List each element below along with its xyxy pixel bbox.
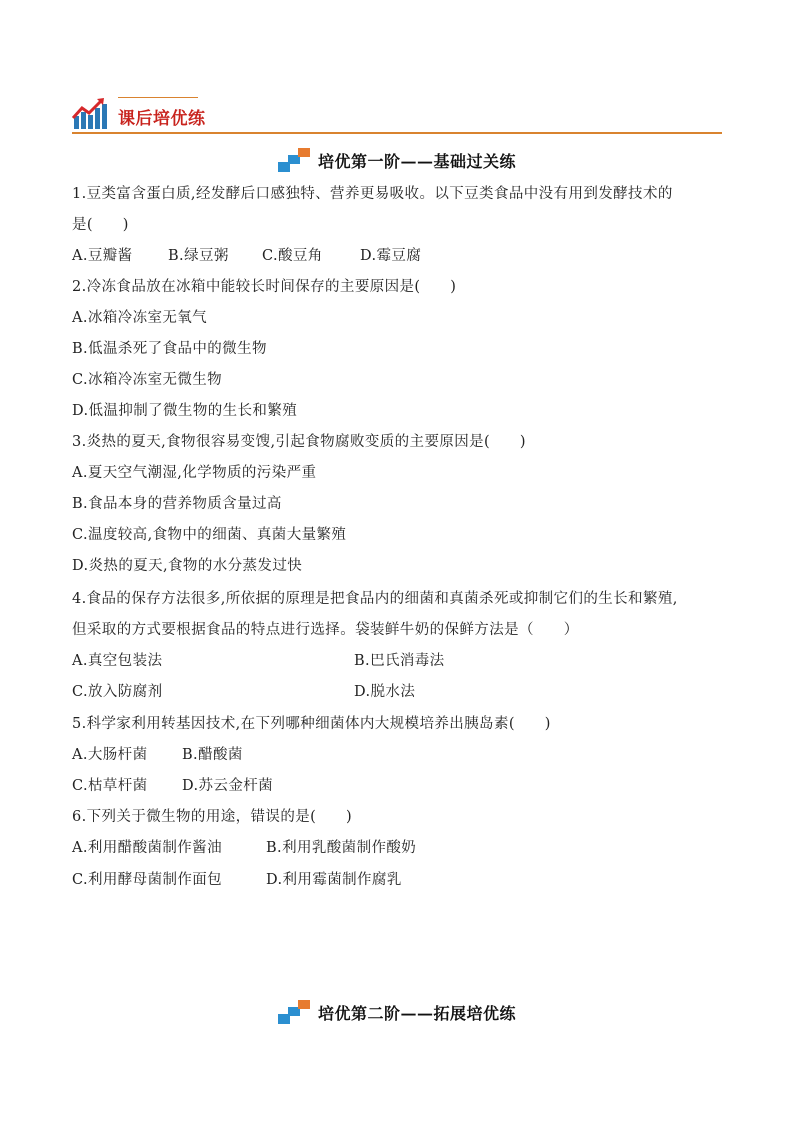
question-1-option-a: A.豆瓣酱 (72, 248, 133, 264)
question-3-option-d: D.炎热的夏天,食物的水分蒸发过快 (72, 558, 303, 574)
question-3-option-c: C.温度较高,食物中的细菌、真菌大量繁殖 (72, 527, 347, 543)
question-5-option-c: C.枯草杆菌 (72, 778, 148, 794)
question-3-option-a: A.夏天空气潮湿,化学物质的污染严重 (72, 465, 317, 481)
question-3-option-b: B.食品本身的营养物质含量过高 (72, 496, 282, 512)
section-1-title: 培优第一阶——基础过关练 (317, 151, 516, 171)
question-5-option-a: A.大肠杆菌 (72, 747, 148, 763)
header-accent-line (118, 97, 198, 98)
question-2-option-c: C.冰箱冷冻室无微生物 (72, 372, 223, 388)
question-4-stem-line2: 但采取的方式要根据食品的特点进行选择。袋装鲜牛奶的保鲜方法是（ ） (72, 622, 579, 638)
question-6-option-c: C.利用酵母菌制作面包 (72, 872, 223, 888)
question-5-option-d: D.苏云金杆菌 (182, 778, 274, 794)
question-4-stem-line1: 4.食品的保存方法很多,所依据的原理是把食品内的细菌和真菌杀死或抑制它们的生长和繁殖, (72, 591, 678, 607)
question-6-option-a: A.利用醋酸菌制作酱油 (72, 840, 222, 856)
section-2-title: 培优第二阶——拓展培优练 (317, 1003, 516, 1023)
stairs-icon (278, 1000, 312, 1024)
stairs-icon (278, 148, 312, 172)
question-5-option-b: B.醋酸菌 (182, 747, 243, 763)
section-1-heading (0, 148, 794, 176)
question-1-option-d: D.霉豆腐 (360, 248, 422, 264)
question-4-option-c: C.放入防腐剂 (72, 684, 163, 700)
question-1-stem-line1: 1.豆类富含蛋白质,经发酵后口感独特、营养更易吸收。以下豆类食品中没有用到发酵技术的 (72, 186, 673, 202)
question-2-option-b: B.低温杀死了食品中的微生物 (72, 341, 267, 357)
question-4-option-a: A.真空包装法 (72, 653, 163, 669)
section-2-heading (0, 1000, 794, 1028)
question-3-stem: 3.炎热的夏天,食物很容易变馊,引起食物腐败变质的主要原因是( ) (72, 434, 526, 450)
question-5-stem: 5.科学家利用转基因技术,在下列哪种细菌体内大规模培养出胰岛素( ) (72, 716, 551, 732)
question-6-stem: 6.下列关于微生物的用途，错误的是( ) (72, 809, 353, 825)
question-6-option-b: B.利用乳酸菌制作酸奶 (266, 840, 417, 856)
rising-chart-logo-icon (72, 96, 108, 130)
question-2-option-a: A.冰箱冷冻室无氧气 (72, 310, 208, 326)
question-1-option-b: B.绿豆粥 (168, 248, 229, 264)
question-1-stem-line2: 是( ) (72, 217, 129, 233)
question-4-option-b: B.巴氏消毒法 (354, 653, 445, 669)
question-1-option-c: C.酸豆角 (262, 248, 323, 264)
header-divider (72, 132, 722, 134)
question-2-option-d: D.低温抑制了微生物的生长和繁殖 (72, 403, 298, 419)
header-title: 课后培优练 (118, 109, 206, 129)
question-6-option-d: D.利用霉菌制作腐乳 (266, 872, 402, 888)
question-4-option-d: D.脱水法 (354, 684, 416, 700)
question-2-stem: 2.冷冻食品放在冰箱中能较长时间保存的主要原因是( ) (72, 279, 457, 295)
